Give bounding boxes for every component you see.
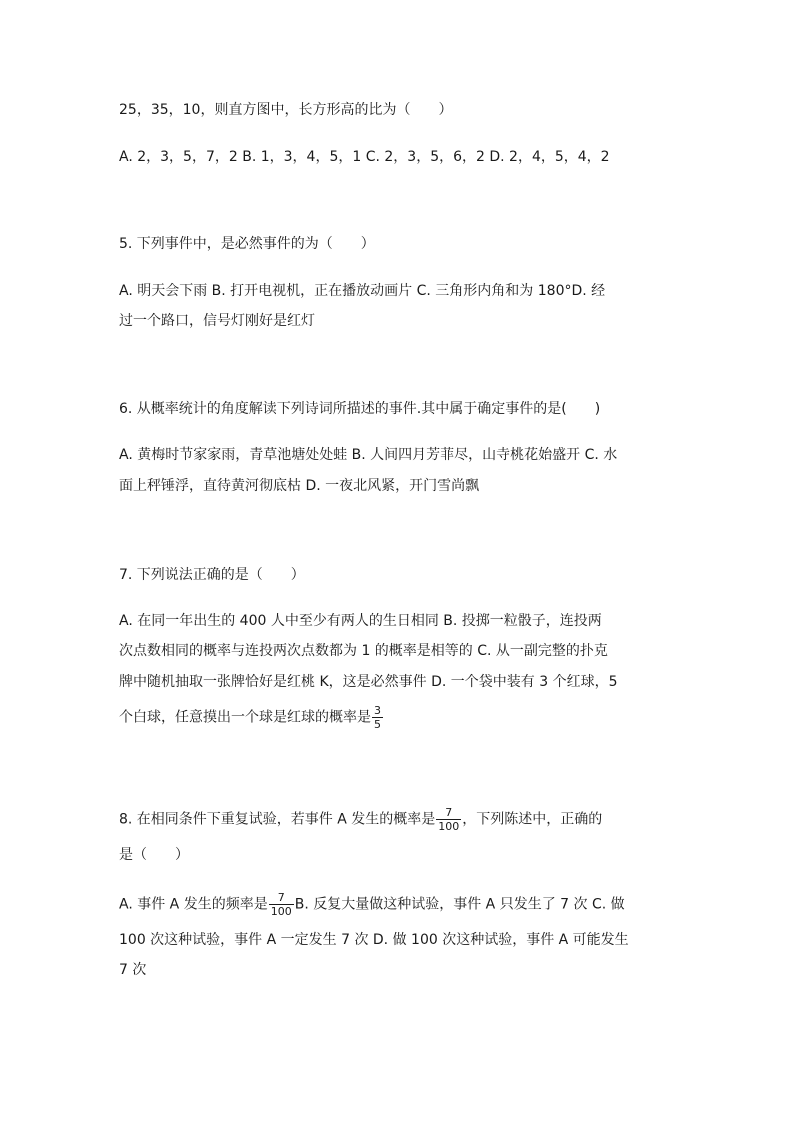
q8-stem-line-2: 是（ ） <box>119 847 189 863</box>
q8-stem-text: 8. 在相同条件下重复试验，若事件 A 发生的概率是 <box>119 811 436 828</box>
q8-options-fraction-numerator: 7 <box>269 891 294 905</box>
q8-options-line-3: 7 次 <box>119 962 147 978</box>
q8-options-fraction <box>269 891 294 918</box>
q8-options-fraction-denominator: 100 <box>270 905 292 918</box>
q6-options-line-2: 面上秤锤浮，直待黄河彻底枯 D. 一夜北风紧，开门雪尚飘 <box>119 478 480 494</box>
q7-options-line-4 <box>119 704 384 731</box>
q8-stem-fraction <box>436 806 461 833</box>
q8-options-tail: B. 反复大量做这种试验，事件 A 只发生了 7 次 C. 做 <box>294 896 625 913</box>
q5-stem: 5. 下列事件中，是必然事件的为（ ） <box>119 236 375 252</box>
q7-options-line-3: 牌中随机抽取一张牌恰好是红桃 K，这是必然事件 D. 一个袋中装有 3 个红球，5 <box>119 674 618 690</box>
q6-options-line-1: A. 黄梅时节家家雨，青草池塘处处蛙 B. 人间四月芳菲尽，山寺桃花始盛开 C. 水 <box>119 447 618 463</box>
q5-options-line-2: 过一个路口，信号灯刚好是红灯 <box>119 313 315 329</box>
q7-fraction-denominator: 5 <box>374 718 381 731</box>
q5-options-line-1: A. 明天会下雨 B. 打开电视机，正在播放动画片 C. 三角形内角和为 180°D. 经 <box>119 283 606 299</box>
q8-options-line-1 <box>119 891 625 918</box>
q8-options-text: A. 事件 A 发生的频率是 <box>119 896 268 913</box>
q8-stem-fraction-denominator: 100 <box>438 820 460 833</box>
q4-stem-tail: 25，35，10，则直方图中，长方形高的比为（ ） <box>119 102 453 118</box>
q8-stem-tail: ，下列陈述中，正确的 <box>462 811 603 828</box>
q6-stem: 6. 从概率统计的角度解读下列诗词所描述的事件.其中属于确定事件的是( ) <box>119 401 601 417</box>
q7-options-line-4-text: 个白球，任意摸出一个球是红球的概率是 <box>119 709 371 726</box>
q7-options-line-2: 次点数相同的概率与连投两次点数都为 1 的概率是相等的 C. 从一副完整的扑克 <box>119 643 608 659</box>
q7-fraction <box>372 704 383 731</box>
q7-fraction-numerator: 3 <box>374 704 381 717</box>
q8-stem-line-1 <box>119 806 602 833</box>
q7-options-line-1: A. 在同一年出生的 400 人中至少有两人的生日相同 B. 投掷一粒骰子，连投两 <box>119 613 602 629</box>
q8-options-line-2: 100 次这种试验，事件 A 一定发生 7 次 D. 做 100 次这种试验，事件 A 可能发生 <box>119 932 629 948</box>
q4-options: A. 2，3，5，7，2 B. 1，3，4，5，1 C. 2，3，5，6，2 D. 2，4，5，4，2 <box>119 149 610 165</box>
q7-stem: 7. 下列说法正确的是（ ） <box>119 567 305 583</box>
q8-stem-fraction-numerator: 7 <box>436 806 461 820</box>
